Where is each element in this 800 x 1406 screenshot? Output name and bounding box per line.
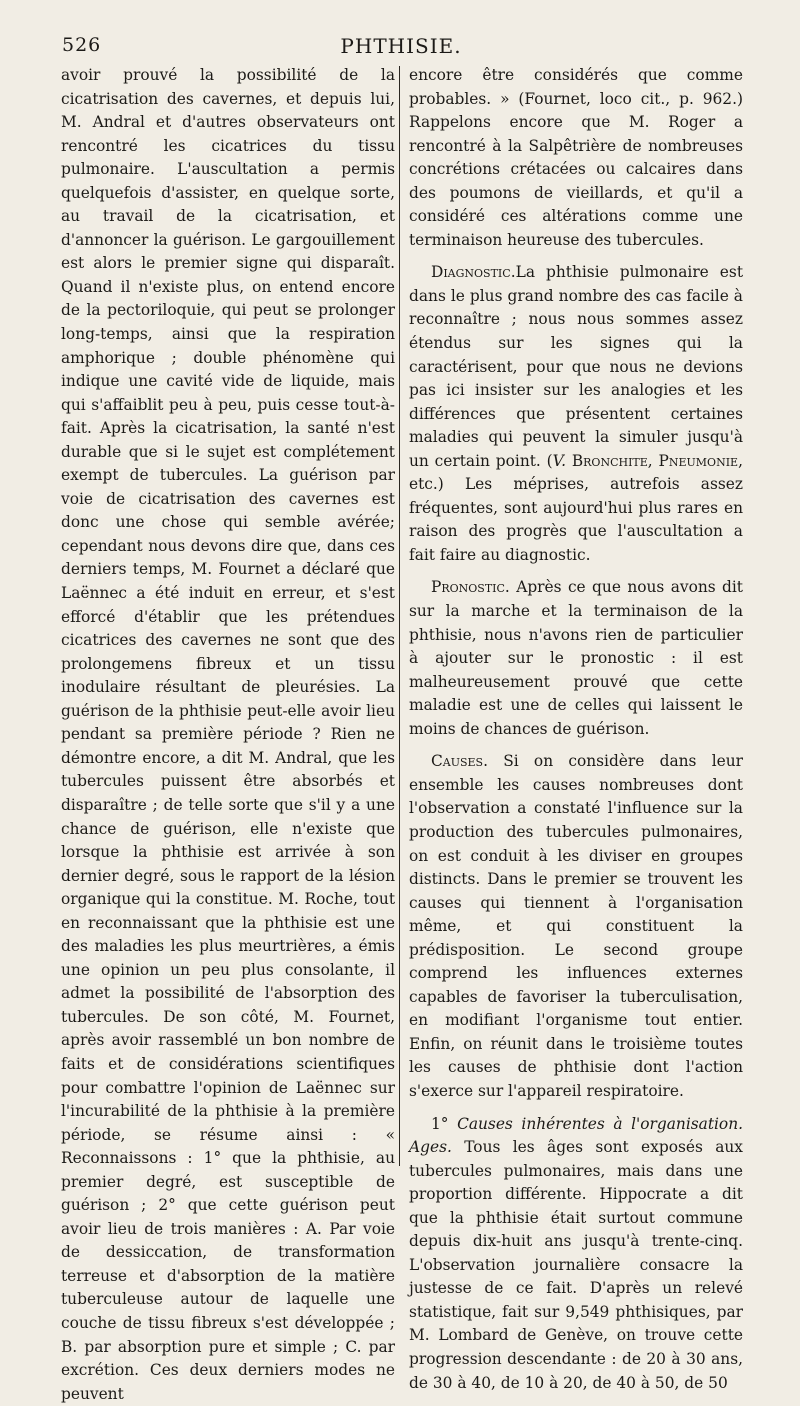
page-header — [62, 28, 740, 62]
running-title: PHTHISIE. — [340, 34, 462, 58]
right-paragraph-continuation: encore être considérés que comme probables. » (Fournet, loco cit., p. 962.) Rappelons encore que M. Roger a rencontré à la Salpêtrière de nombreuses concrétions crétacées ou calcaires dans des poumons de vieillards, et qu'il a considéré ces altérations comme une terminaison heureuse des tubercules. — [409, 66, 743, 249]
causes-paragraph — [409, 750, 743, 1103]
ages-paragraph — [409, 1113, 743, 1396]
diagnostic-paragraph — [409, 261, 743, 567]
column-divider — [399, 66, 400, 1166]
ages-label: Ages. — [409, 1138, 452, 1157]
subsection-number: 1° — [431, 1114, 458, 1133]
left-paragraph: avoir prouvé la possibilité de la cicatrisation des cavernes, et depuis lui, M. Andral et d'autres observateurs ont rencontré les cicatrices du tissu pulmonaire. L'auscultation a permis quelquefois d'assister, en quelque sorte, au travail de la cicatrisation, et d'annoncer la guérison. Le gargouillement est alors le premier signe qui disparaît. Quand il n'existe plus, on entend encore de la pectoriloquie, qui peut se prolonger long-temps, ainsi que la respiration amphorique ; double phénomène qui indique une cavité vide de liquide, mais qui s'affaiblit peu à peu, puis cesse tout-à-fait. Après la cicatrisation, la santé n'est durable que si le sujet est complétement exempt de tubercules. La guérison par voie de cicatrisation des cavernes est donc une chose qui semble avérée; cependant nous devons dire que, dans ces derniers temps, M. Fournet a déclaré que Laënnec a été induit en erreur, et s'est efforcé d'établir que les prétendues cicatrices des cavernes ne sont que des prolongemens fibreux et un tissu inodulaire résultant de pleurésies. La guérison de la phthisie peut-elle avoir lieu pendant sa première période ? Rien ne démontre encore, a dit M. Andral, que les tubercules puissent être absorbés et disparaître ; de telle sorte que s'il y a une chance de guérison, elle n'existe que lorsque la phthisie est arrivée à son dernier degré, sous le rapport de la lésion organique qui la constitue. M. Roche, tout en reconnaissant que la phthisie est une des maladies les plus meurtrières, a émis une opinion un peu plus consolante, il admet la possibilité de l'absorption des tubercules. De son côté, M. Fournet, après avoir rassemblé un bon nombre de faits et de considérations scientifiques pour combattre l'opinion de Laënnec sur l'incurabilité de la phthisie à la première période, se résume ainsi : « Reconnaissons : 1° que la phthisie, au premier degré, est susceptible de guérison ; 2° que cette guérison peut avoir lieu de trois manières : A. Par voie de dessiccation, de transformation terreuse et d'absorption de la matière tuberculeuse autour de laquelle une couche de tissu fibreux s'est développée ; B. par absorption pure et simple ; C. par excrétion. Ces deux derniers modes ne peuvent — [61, 66, 395, 1403]
diagnostic-text-2: etc.) Les méprises, autrefois assez fréquentes, sont aujourd'hui plus rares en raison des progrès que l'auscultation a fait faire au diagnostic. — [409, 475, 743, 564]
diagnostic-heading: Diagnostic. — [431, 263, 516, 282]
left-column — [61, 64, 395, 1406]
right-column — [409, 64, 743, 1395]
prognostic-text: Après ce que nous avons dit sur la marche et la terminaison de la phthisie, nous n'avons rien de particulier à ajouter sur le pronostic : il est malheureusement prouvé que cette maladie est une de celles qui laissent le moins de chances de guérison. — [409, 578, 743, 738]
subsection-heading: Causes inhérentes à l'organisation. — [457, 1114, 744, 1133]
ages-text: Tous les âges sont exposés aux tubercules pulmonaires, mais dans une proportion différente. Hippocrate a dit que la phthisie était surtout commune depuis dix-huit ans jusqu'à trente-cinq. L'observation journalière consacre la justesse de ce fait. D'après un relevé statistique, fait sur 9,549 phthisiques, par M. Lombard de Genève, on trouve cette progression descendante : de 20 à 30 ans, de 30 à 40, de 10 à 20, de 40 à 50, de 50 — [409, 1138, 743, 1392]
page-number: 526 — [62, 34, 102, 56]
diagnostic-cross-references: Bronchite, Pneumonie, — [571, 451, 743, 470]
diagnostic-see: V. — [552, 451, 566, 470]
prognostic-paragraph — [409, 576, 743, 741]
causes-text: Si on considère dans leur ensemble les causes nombreuses dont l'observation a constaté l'influence sur la production des tubercules pulmonaires, on est conduit à les diviser en groupes distincts. Dans le premier se trouvent les causes qui tiennent à l'organisation même, et qui constituent la prédisposition. Le second groupe comprend les influences externes capables de favoriser la tuberculisation, en modifiant l'organisme tout entier. Enfin, on réunit dans le troisième toutes les causes de phthisie dont l'action s'exerce sur l'appareil respiratoire. — [409, 752, 743, 1100]
diagnostic-text-1: La phthisie pulmonaire est dans le plus grand nombre des cas facile à reconnaître ; nous nous sommes assez étendus sur les signes qui la caractérisent, pour que nous ne devions pas ici insister sur les analogies et les différences que présentent certaines maladies qui peuvent la simuler jusqu'à un certain point. ( — [409, 263, 743, 470]
prognostic-heading: Pronostic. — [431, 578, 510, 597]
causes-heading: Causes. — [431, 752, 488, 771]
